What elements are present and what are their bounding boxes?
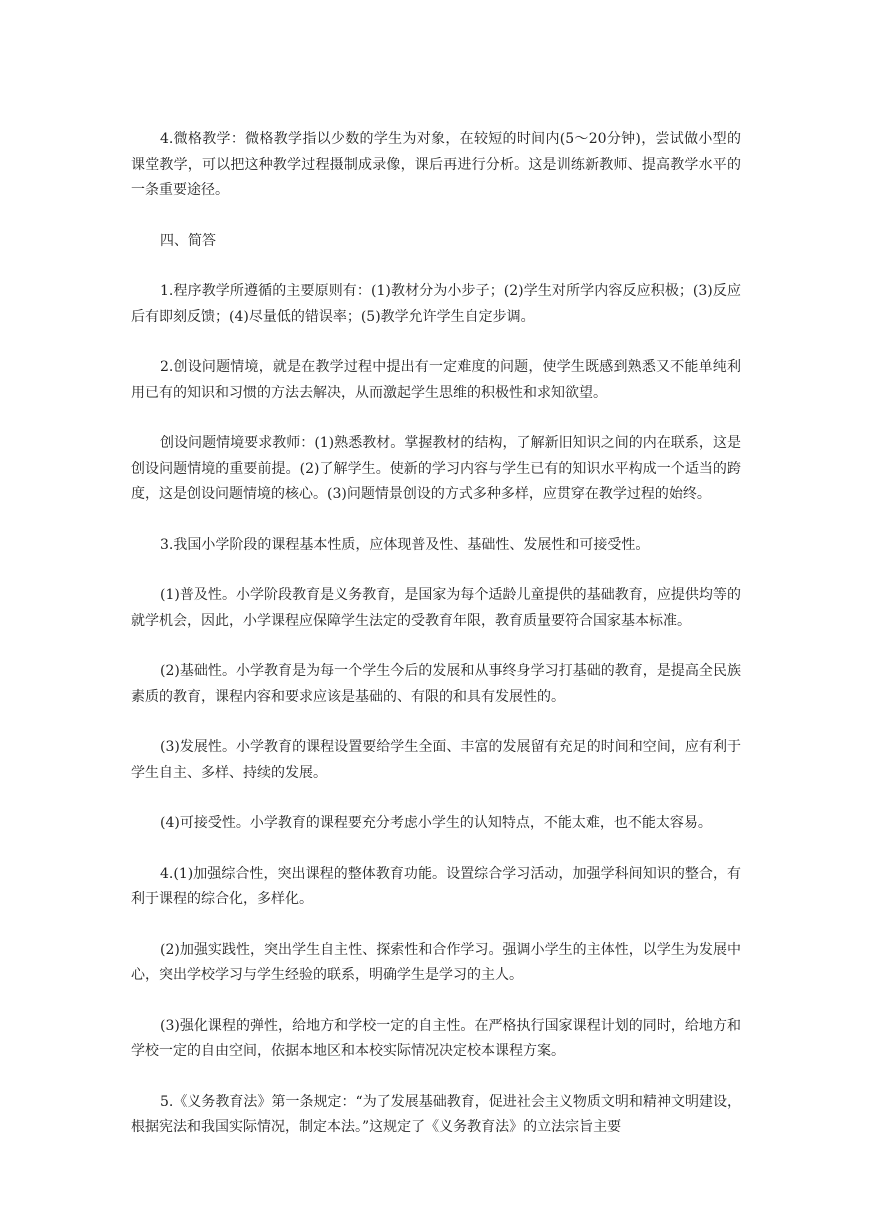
section-heading-short-answer: 四、简答 <box>160 232 216 249</box>
paragraph-problem-situation: 2.创设问题情境，就是在教学过程中提出有一定难度的问题，使学生既感到熟悉又不能单纯利用已有的知识和习惯的方法去解决，从而激起学生思维的积极性和求知欲望。 <box>131 359 741 401</box>
paragraph-flexibility: (3)强化课程的弹性，给地方和学校一定的自主性。在严格执行国家课程计划的同时，给地方和学校一定的自由空间，依据本地区和本校实际情况决定校本课程方案。 <box>131 1017 741 1059</box>
paragraph-acceptability: (4)可接受性。小学教育的课程要充分考虑小学生的认知特点，不能太难，也不能太容易。 <box>160 815 712 831</box>
paragraph-integration: 4.(1)加强综合性，突出课程的整体教育功能。设置综合学习活动，加强学科间知识的整合，有利于课程的综合化，多样化。 <box>131 865 741 907</box>
paragraph-microteaching: 4.微格教学：微格教学指以少数的学生为对象，在较短的时间内(5～20分钟)，尝试做小型的课堂教学，可以把这种教学过程摄制成录像，课后再进行分析。这是训练新教师、提高教学水平的一条重要途径。 <box>131 131 741 198</box>
paragraph-programmed-instruction: 1.程序教学所遵循的主要原则有：(1)教材分为小步子；(2)学生对所学内容反应积极；(3)反应后有即刻反馈；(4)尽量低的错误率；(5)教学允许学生自定步调。 <box>131 283 741 325</box>
paragraph-compulsory-education-law: 5.《义务教育法》第一条规定：“为了发展基础教育，促进社会主义物质文明和精神文明建设，根据宪法和我国实际情况，制定本法。”这规定了《义务教育法》的立法宗旨主要 <box>131 1093 741 1135</box>
paragraph-curriculum-nature: 3.我国小学阶段的课程基本性质，应体现普及性、基础性、发展性和可接受性。 <box>160 536 650 553</box>
paragraph-foundation: (2)基础性。小学教育是为每一个学生今后的发展和从事终身学习打基础的教育，是提高全民族素质的教育，课程内容和要求应该是基础的、有限的和具有发展性的。 <box>131 663 741 705</box>
paragraph-problem-situation-requirements: 创设问题情境要求教师：(1)熟悉教材。掌握教材的结构，了解新旧知识之间的内在联系，这是创设问题情境的重要前提。(2)了解学生。使新的学习内容与学生已有的知识水平构成一个适当的跨度，这是创设问题情境的核心。(3)问题情景创设的方式多种多样，应贯穿在教学过程的始终。 <box>131 435 741 502</box>
paragraph-universality: (1)普及性。小学阶段教育是义务教育，是国家为每个适龄儿童提供的基础教育，应提供均等的就学机会，因此，小学课程应保障学生法定的受教育年限，教育质量要符合国家基本标准。 <box>131 587 741 629</box>
paragraph-practice: (2)加强实践性，突出学生自主性、探索性和合作学习。强调小学生的主体性，以学生为发展中心，突出学校学习与学生经验的联系，明确学生是学习的主人。 <box>131 941 741 983</box>
paragraph-development: (3)发展性。小学教育的课程设置要给学生全面、丰富的发展留有充足的时间和空间，应有利于学生自主、多样、持续的发展。 <box>131 739 741 781</box>
